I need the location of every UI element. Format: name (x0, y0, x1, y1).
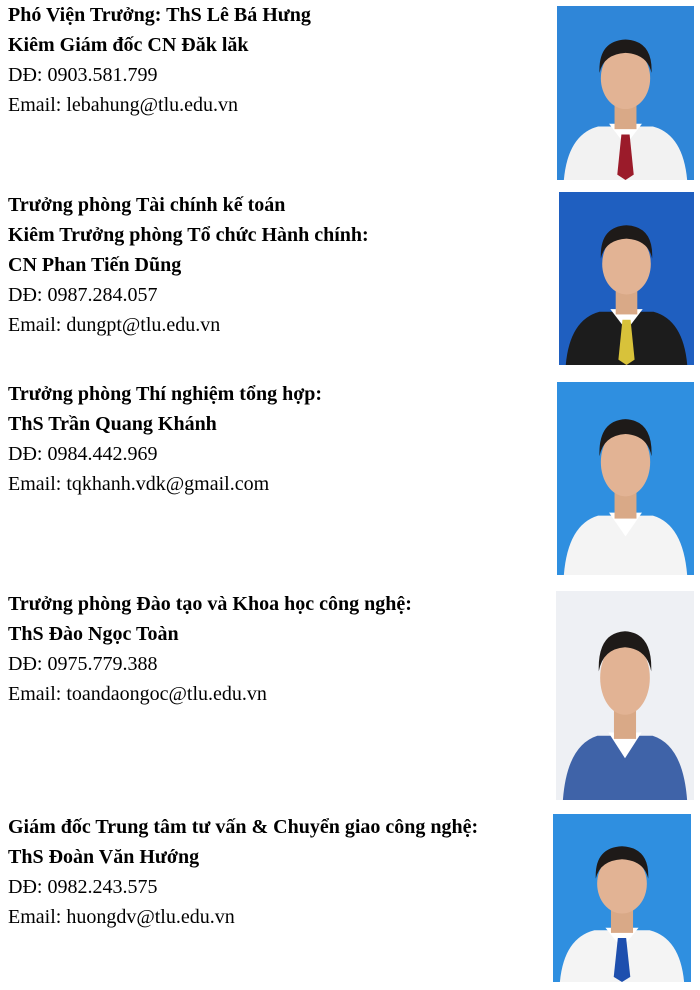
phone-line: DĐ: 0903.581.799 (8, 64, 158, 86)
staff-entry-1 (8, 0, 548, 120)
portrait-image (557, 6, 694, 180)
phone-line: DĐ: 0987.284.057 (8, 284, 158, 306)
email-line: Email: tqkhanh.vdk@gmail.com (8, 473, 270, 495)
phone-line: DĐ: 0975.779.388 (8, 653, 158, 675)
portrait-image (553, 814, 691, 982)
portrait-image (557, 382, 694, 575)
staff-photo-4 (556, 591, 694, 800)
email-line: Email: toandaongoc@tlu.edu.vn (8, 683, 267, 705)
staff-photo-3 (557, 382, 694, 575)
role-line: ThS Trần Quang Khánh (8, 413, 217, 435)
staff-entry-5 (8, 812, 548, 932)
role-line: Trưởng phòng Thí nghiệm tổng hợp: (8, 383, 323, 405)
role-line: ThS Đào Ngọc Toàn (8, 623, 179, 645)
role-line: ThS Đoàn Văn Hướng (8, 846, 200, 868)
email-line: Email: lebahung@tlu.edu.vn (8, 94, 239, 116)
staff-photo-5 (553, 814, 691, 982)
role-line: Kiêm Trưởng phòng Tổ chức Hành chính: (8, 224, 369, 246)
role-line: Kiêm Giám đốc CN Đăk lăk (8, 34, 249, 56)
staff-photo-1 (557, 6, 694, 180)
role-line: CN Phan Tiến Dũng (8, 254, 182, 276)
role-line: Giám đốc Trung tâm tư vấn & Chuyển giao công nghệ: (8, 816, 479, 838)
staff-entry-3 (8, 379, 548, 499)
phone-line: DĐ: 0984.442.969 (8, 443, 158, 465)
email-line: Email: dungpt@tlu.edu.vn (8, 314, 221, 336)
staff-photo-2 (559, 192, 694, 365)
staff-entry-4 (8, 589, 548, 709)
email-line: Email: huongdv@tlu.edu.vn (8, 906, 235, 928)
role-line: Trưởng phòng Đào tạo và Khoa học công nghệ: (8, 593, 412, 615)
portrait-image (556, 591, 694, 800)
staff-entry-2 (8, 190, 548, 340)
role-line: Trưởng phòng Tài chính kế toán (8, 194, 286, 216)
portrait-image (559, 192, 694, 365)
role-line: Phó Viện Trưởng: ThS Lê Bá Hưng (8, 4, 311, 26)
phone-line: DĐ: 0982.243.575 (8, 876, 158, 898)
